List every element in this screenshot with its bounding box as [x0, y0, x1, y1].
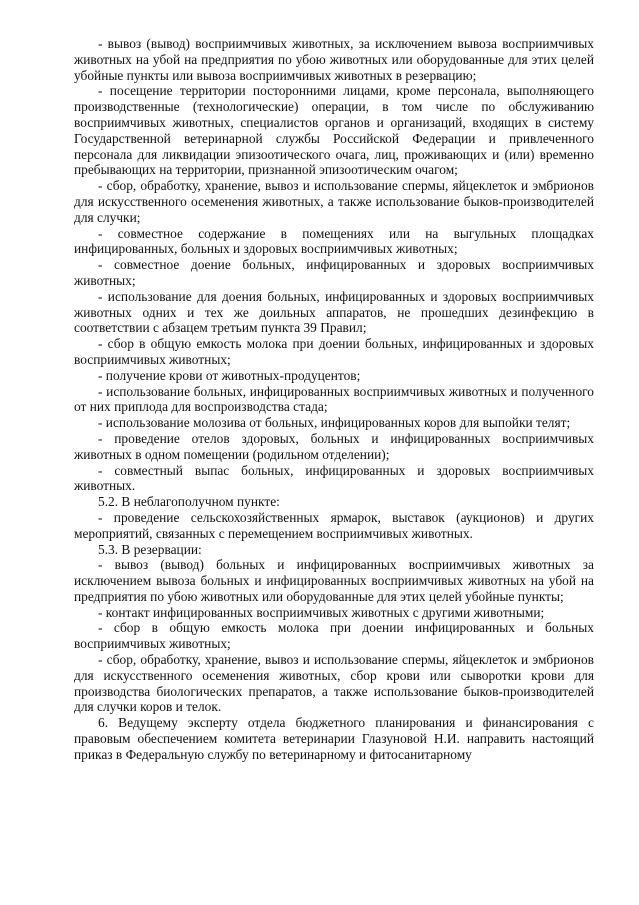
paragraph: - использование для доения больных, инфицированных и здоровых восприимчивых животных одних и тех же доильных аппаратов, не прошедших дезинфекцию в соответствии с абзацем третьим пункта 39 Правил;: [74, 288, 594, 336]
paragraph: - использование молозива от больных, инфицированных коров для выпойки телят;: [98, 415, 571, 431]
paragraph: - проведение отелов здоровых, больных и инфицированных восприимчивых животных в одном помещении (родильном отделении);: [74, 430, 594, 462]
paragraph: - использование больных, инфицированных восприимчивых животных и полученного от них приплода для воспроизводства стада;: [74, 383, 594, 415]
paragraph: - получение крови от животных-продуцентов;: [98, 367, 361, 383]
paragraph: - совместное содержание в помещениях или на выгульных площадках инфицированных, больных и здоровых восприимчивых животных;: [74, 225, 594, 257]
paragraph: - проведение сельскохозяйственных ярмарок, выставок (аукционов) и других мероприятий, связанных с перемещением восприимчивых животных.: [74, 509, 594, 541]
paragraph: - вывоз (вывод) больных и инфицированных восприимчивых животных за исключением вывоза больных и инфицированных восприимчивых животных на убой на предприятия по убою животных или оборудованные для этих целей убойные пункты;: [74, 557, 594, 604]
paragraph: - сбор в общую емкость молока при доении больных, инфицированных и здоровых восприимчивых животных;: [74, 336, 594, 367]
section-heading-5-2: 5.2. В неблагополучном пункте:: [98, 494, 280, 510]
paragraph: - сбор, обработку, хранение, вывоз и использование спермы, яйцеклеток и эмбрионов для искусственного осеменения животных, а также использование быков-производителей для случки;: [74, 178, 594, 225]
paragraph: - сбор, обработку, хранение, вывоз и использование спермы, яйцеклеток и эмбрионов для искусственного осеменения животных, сбор крови или сыворотки крови для производства биологических препаратов, а также использование быков-производителей для случки коров и телок.: [74, 652, 594, 715]
section-heading-5-3: 5.3. В резервации:: [98, 541, 202, 557]
paragraph: - посещение территории посторонними лицами, кроме персонала, выполняющего производственные (технологические) операции, в том числе по обслуживанию восприимчивых животных, специалистов органов и организаций, входящих в систему Государственной ветеринарной службы Российской Федерации и привлеченного персонала для ликвидации эпизоотического очага, лиц, проживающих и (или) временно пребывающих на территории, признанной эпизоотическим очагом;: [74, 83, 594, 178]
section-6-paragraph: 6. Ведущему эксперту отдела бюджетного планирования и финансирования с правовым обеспечением комитета ветеринарии Глазуновой Н.И. направить настоящий приказ в Федеральную службу по ветеринарному и фитосанитарному: [74, 715, 594, 762]
paragraph: - вывоз (вывод) восприимчивых животных, за исключением вывоза восприимчивых животных на убой на предприятия по убою животных или оборудованные для этих целей убойные пункты или вывоза восприимчивых животных в резервацию;: [74, 36, 594, 83]
paragraph: - контакт инфицированных восприимчивых животных с другими животными;: [98, 604, 545, 620]
paragraph: - совместное доение больных, инфицированных и здоровых восприимчивых животных;: [74, 257, 594, 288]
paragraph: - совместный выпас больных, инфицированных и здоровых восприимчивых животных.: [74, 462, 594, 494]
document-body: [74, 36, 594, 763]
paragraph: - сбор в общую емкость молока при доении инфицированных и больных восприимчивых животных;: [74, 620, 594, 652]
